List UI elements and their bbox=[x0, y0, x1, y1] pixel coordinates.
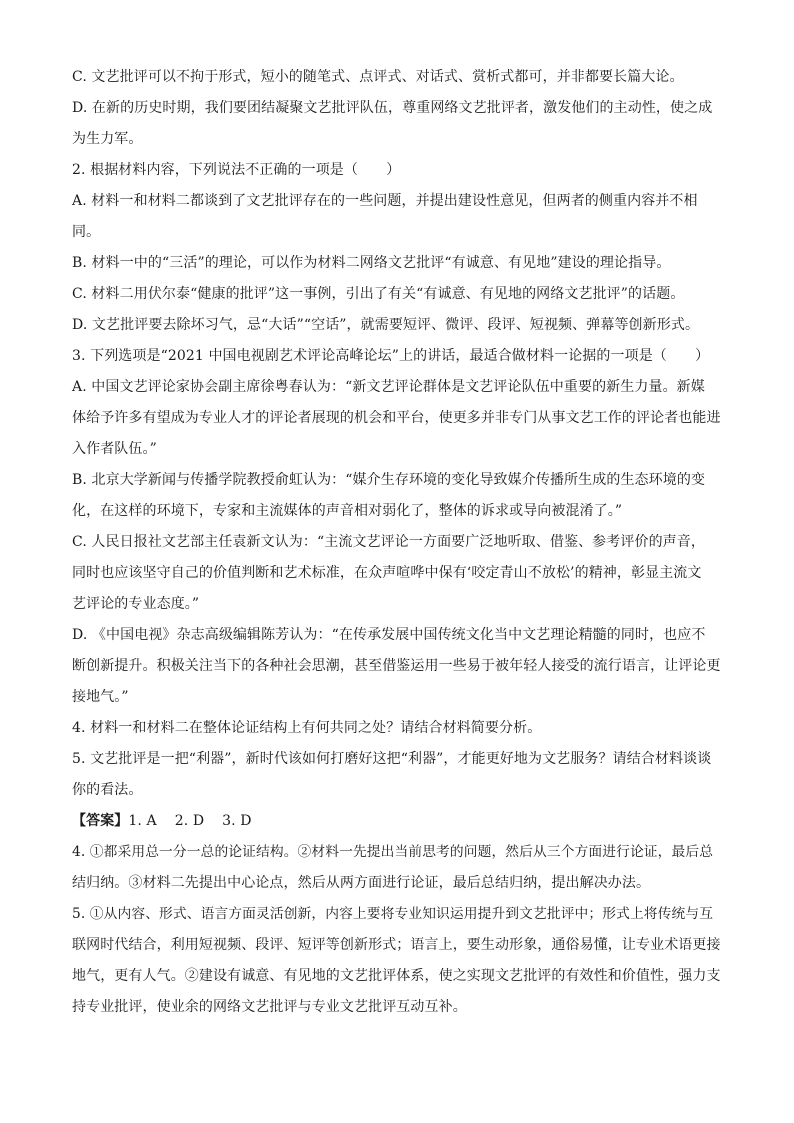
question-3-stem: 3. 下列选项是“2021 中国电视剧艺术评论高峰论坛”上的讲话，最适合做材料一论据的一项是（ ） bbox=[72, 348, 710, 364]
q3-option-d-cont-1: 断创新提升。积极关注当下的各种社会思潮，甚至借鉴运用一些易于被年轻人接受的流行语言，让评论更 bbox=[72, 658, 721, 674]
option-d-text-cont: 为生力军。 bbox=[72, 131, 143, 147]
question-2-stem: 2. 根据材料内容，下列说法不正确的一项是（ ） bbox=[72, 162, 401, 178]
q3-option-d-cont-2: 接地气。” bbox=[72, 689, 129, 705]
answer-tag: 【答案】 bbox=[72, 813, 129, 829]
explanation-5: 5. ①从内容、形式、语言方面灵活创新，内容上要将专业知识运用提升到文艺批评中；形式上将传统与互 bbox=[72, 906, 714, 922]
q3-option-b-cont: 化，在这样的环境下，专家和主流媒体的声音相对弱化了，整体的诉求或导向被混淆了。” bbox=[72, 503, 623, 519]
q3-option-a: A. 中国文艺评论家协会副主席徐粤春认为：“新文艺评论群体是文艺评论队伍中重要的新生力量。新媒 bbox=[72, 379, 705, 395]
q3-option-d: D. 《中国电视》杂志高级编辑陈芳认为：“在传承发展中国传统文化当中文艺理论精髓的同时，也应不 bbox=[72, 627, 706, 643]
explanation-4: 4. ①都采用总一分一总的论证结构。②材料一先提出当前思考的问题，然后从三个方面进行论证，最后总 bbox=[72, 844, 714, 860]
q3-option-b: B. 北京大学新闻与传播学院教授俞虹认为：“媒介生存环境的变化导致媒介传播所生成的生态环境的变 bbox=[72, 472, 706, 488]
q2-option-d: D. 文艺批评要去除坏习气，忌“大话”“空话”，就需要短评、微评、段评、短视频、弹幕等创新形式。 bbox=[72, 317, 700, 333]
question-4-stem: 4. 材料一和材料二在整体论证结构上有何共同之处？请结合材料简要分析。 bbox=[72, 720, 542, 736]
q3-option-c-cont-1: 同时也应该坚守自己的价值判断和艺术标准，在众声喧哗中保有‘咬定青山不放松’的精神，彰显主流文 bbox=[72, 565, 702, 581]
explanation-4-cont: 结归纳。③材料二先提出中心论点，然后从两方面进行论证，最后总结归纳，提出解决办法。 bbox=[72, 875, 651, 891]
q2-option-b: B. 材料一中的“三活”的理论，可以作为材料二网络文艺批评“有诚意、有见地”建设的理论指导。 bbox=[72, 255, 671, 271]
q2-option-c: C. 材料二用伏尔泰“健康的批评”这一事例，引出了有关“有诚意、有见地的网络文艺批评”的话题。 bbox=[72, 286, 685, 302]
explanation-5-cont-1: 联网时代结合，利用短视频、段评、短评等创新形式；语言上，要生动形象，通俗易懂，让专业术语更接 bbox=[72, 937, 721, 953]
answer-item: 1. A bbox=[128, 813, 157, 829]
answer-item: 2. D bbox=[174, 813, 205, 829]
question-5-stem: 5. 文艺批评是一把“利器”，新时代该如何打磨好这把“利器”，才能更好地为文艺服务？请结合材料谈谈 bbox=[72, 751, 712, 767]
q3-option-c: C. 人民日报社文艺部主任袁新文认为：“主流文艺评论一方面要广泛地听取、借鉴、参考评价的声音， bbox=[72, 534, 705, 550]
q2-option-a-cont: 同。 bbox=[72, 224, 101, 240]
q3-option-a-cont-1: 体给予许多有望成为专业人才的评论者展现的机会和平台，使更多并非专门从事文艺工作的评论者也能进 bbox=[72, 410, 721, 426]
answer-line bbox=[72, 806, 724, 837]
q3-option-a-cont-2: 入作者队伍。” bbox=[72, 441, 157, 457]
answer-item: 3. D bbox=[222, 813, 252, 829]
q2-option-a: A. 材料一和材料二都谈到了文艺批评存在的一些问题，并提出建设性意见，但两者的侧重内容并不相 bbox=[72, 193, 698, 209]
option-d-text: D. 在新的历史时期，我们要团结凝聚文艺批评队伍，尊重网络文艺批评者，激发他们的主动性，使之成 bbox=[72, 100, 713, 116]
document-page bbox=[72, 62, 724, 1023]
q3-option-c-cont-2: 艺评论的专业态度。” bbox=[72, 596, 200, 612]
question-5-stem-cont: 你的看法。 bbox=[72, 782, 143, 798]
explanation-5-cont-3: 持专业批评，使业余的网络文艺批评与专业文艺批评互动互补。 bbox=[72, 999, 467, 1015]
option-c-text: C. 文艺批评可以不拘于形式，短小的随笔式、点评式、对话式、赏析式都可，并非都要长篇大论。 bbox=[72, 69, 684, 85]
explanation-5-cont-2: 地气，更有人气。②建设有诚意、有见地的文艺批评体系，使之实现文艺批评的有效性和价值性，强力支 bbox=[72, 968, 721, 984]
